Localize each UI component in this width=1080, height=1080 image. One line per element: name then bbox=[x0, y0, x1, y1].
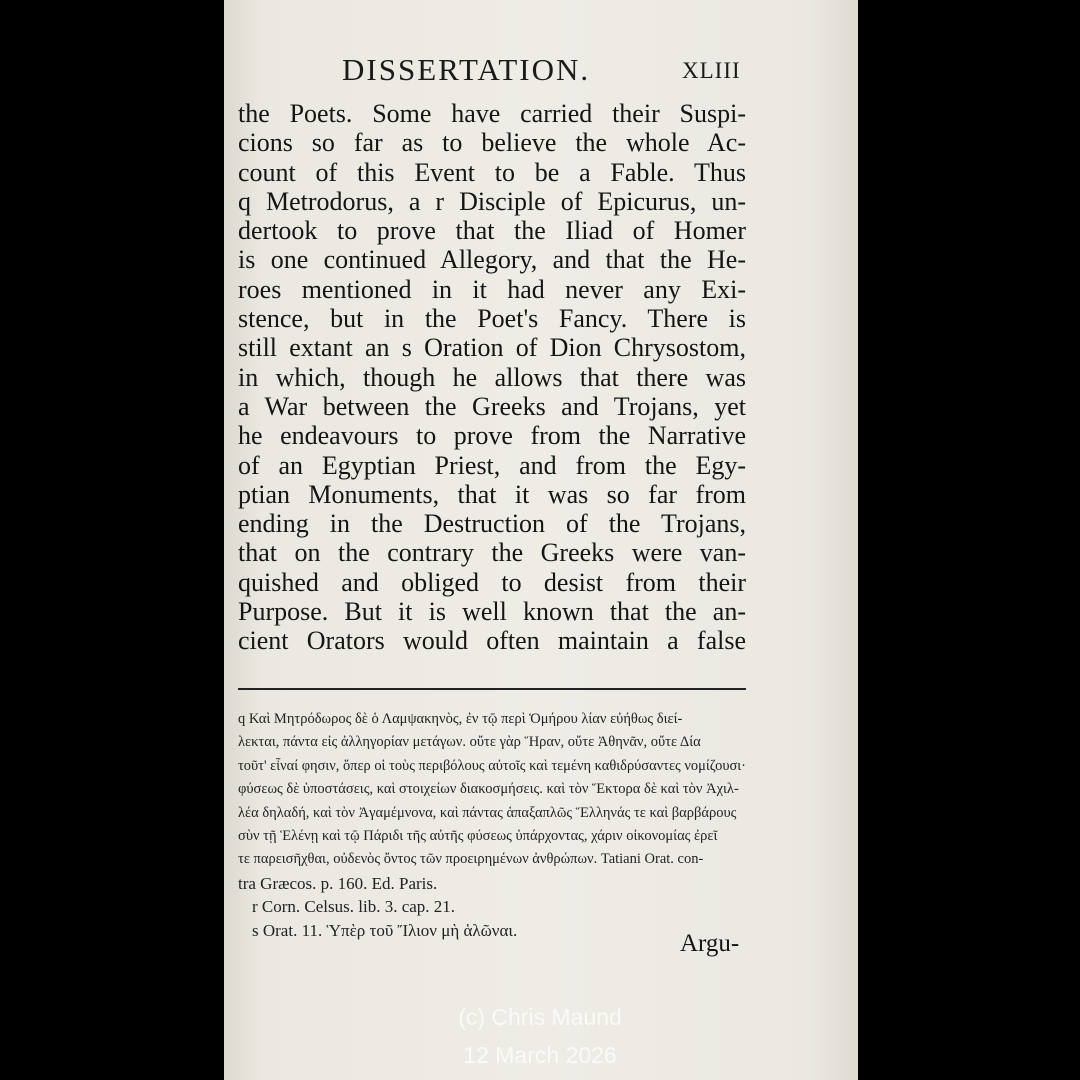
footnote-line: λέα δηλαδή, καὶ τὸν Ἀγαμέμνονα, καὶ πάντας ἁπαξαπλῶς Ἕλληνάς τε καὶ βαρβάρους bbox=[238, 804, 737, 821]
footnote-line: τε παρεισῆχθαι, οὐδενὸς ὄντος τῶν προειρημένων ἀνθρώπων. Tatiani Orat. con- bbox=[238, 851, 704, 868]
text-line: Purpose. But it is well known that the an- bbox=[238, 597, 746, 627]
footnote-line: φύσεως δὲ ὑποστάσεις, καὶ στοιχείων διακοσμήσεις. καὶ τὸν Ἕκτορα δὲ καὶ τὸν Ἀχιλ- bbox=[238, 781, 739, 798]
footnote-line: λεκται, πάντα εἰς ἀλληγορίαν μετάγων. οὔτε γὰρ Ἥραν, οὔτε Ἀθηνᾶν, οὔτε Δία bbox=[238, 734, 701, 751]
text-line: dertook to prove that the Iliad of Homer bbox=[238, 216, 746, 246]
text-line: that on the contrary the Greeks were van- bbox=[238, 538, 746, 568]
text-line: a War between the Greeks and Trojans, yet bbox=[238, 391, 746, 421]
text-line: q Metrodorus, a r Disciple of Epicurus, un- bbox=[238, 186, 746, 216]
text-line: roes mentioned in it had never any Exi- bbox=[238, 274, 746, 304]
book-page bbox=[224, 0, 858, 1080]
footnote-line: s Orat. 11. Ὑπὲρ τοῦ Ἴλιον μὴ ἁλῶναι. bbox=[252, 920, 518, 940]
watermark-date: 12 March 2026 bbox=[463, 1042, 617, 1068]
main-text-block bbox=[238, 99, 746, 656]
catchword: Argu- bbox=[680, 930, 740, 957]
text-line: cient Orators would often maintain a false bbox=[238, 626, 746, 656]
footnote-line: τοῦτ' εἶναί φησιν, ὅπερ οἱ τοὺς περιβόλους αὐτοῖς καὶ τεμένη καθιδρύσαντες νομίζουσι· bbox=[238, 757, 746, 774]
text-line: quished and obliged to desist from their bbox=[238, 567, 746, 597]
text-line: of an Egyptian Priest, and from the Egy- bbox=[238, 450, 746, 480]
text-line: the Poets. Some have carried their Suspi- bbox=[238, 99, 746, 128]
running-head: DISSERTATION. bbox=[342, 52, 591, 87]
footnote-line: q Καὶ Μητρόδωρος δὲ ὁ Λαμψακηνὸς, ἐν τῷ περὶ Ὁμήρου λίαν εὐήθως διεί- bbox=[238, 711, 683, 727]
text-line: cions so far as to believe the whole Ac- bbox=[238, 128, 746, 158]
text-line: count of this Event to be a Fable. Thus bbox=[238, 157, 746, 187]
text-line: ptian Monuments, that it was so far from bbox=[238, 479, 746, 509]
text-line: is one continued Allegory, and that the He- bbox=[238, 245, 746, 275]
footnote-line: r Corn. Celsus. lib. 3. cap. 21. bbox=[252, 897, 456, 917]
footnotes-block bbox=[238, 708, 746, 942]
text-line: still extant an s Oration of Dion Chrysostom, bbox=[238, 333, 746, 363]
page-header bbox=[224, 52, 858, 92]
footnote-line: σὺν τῇ Ἑλένῃ καὶ τῷ Πάριδι τῆς αὐτῆς φύσεως ὑπάρχοντας, χάριν οἰκονομίας ἐρεῖ bbox=[238, 827, 718, 844]
page-number: XLIII bbox=[682, 58, 741, 83]
text-line: in which, though he allows that there was bbox=[238, 362, 746, 392]
footnote-rule bbox=[238, 688, 746, 690]
text-line: he endeavours to prove from the Narrative bbox=[238, 421, 746, 451]
footnote-line: tra Græcos. p. 160. Ed. Paris. bbox=[238, 873, 438, 893]
text-line: ending in the Destruction of the Trojans, bbox=[238, 509, 746, 539]
text-line: stence, but in the Poet's Fancy. There is bbox=[238, 304, 746, 334]
watermark-copyright: (c) Chris Maund bbox=[458, 1004, 622, 1030]
